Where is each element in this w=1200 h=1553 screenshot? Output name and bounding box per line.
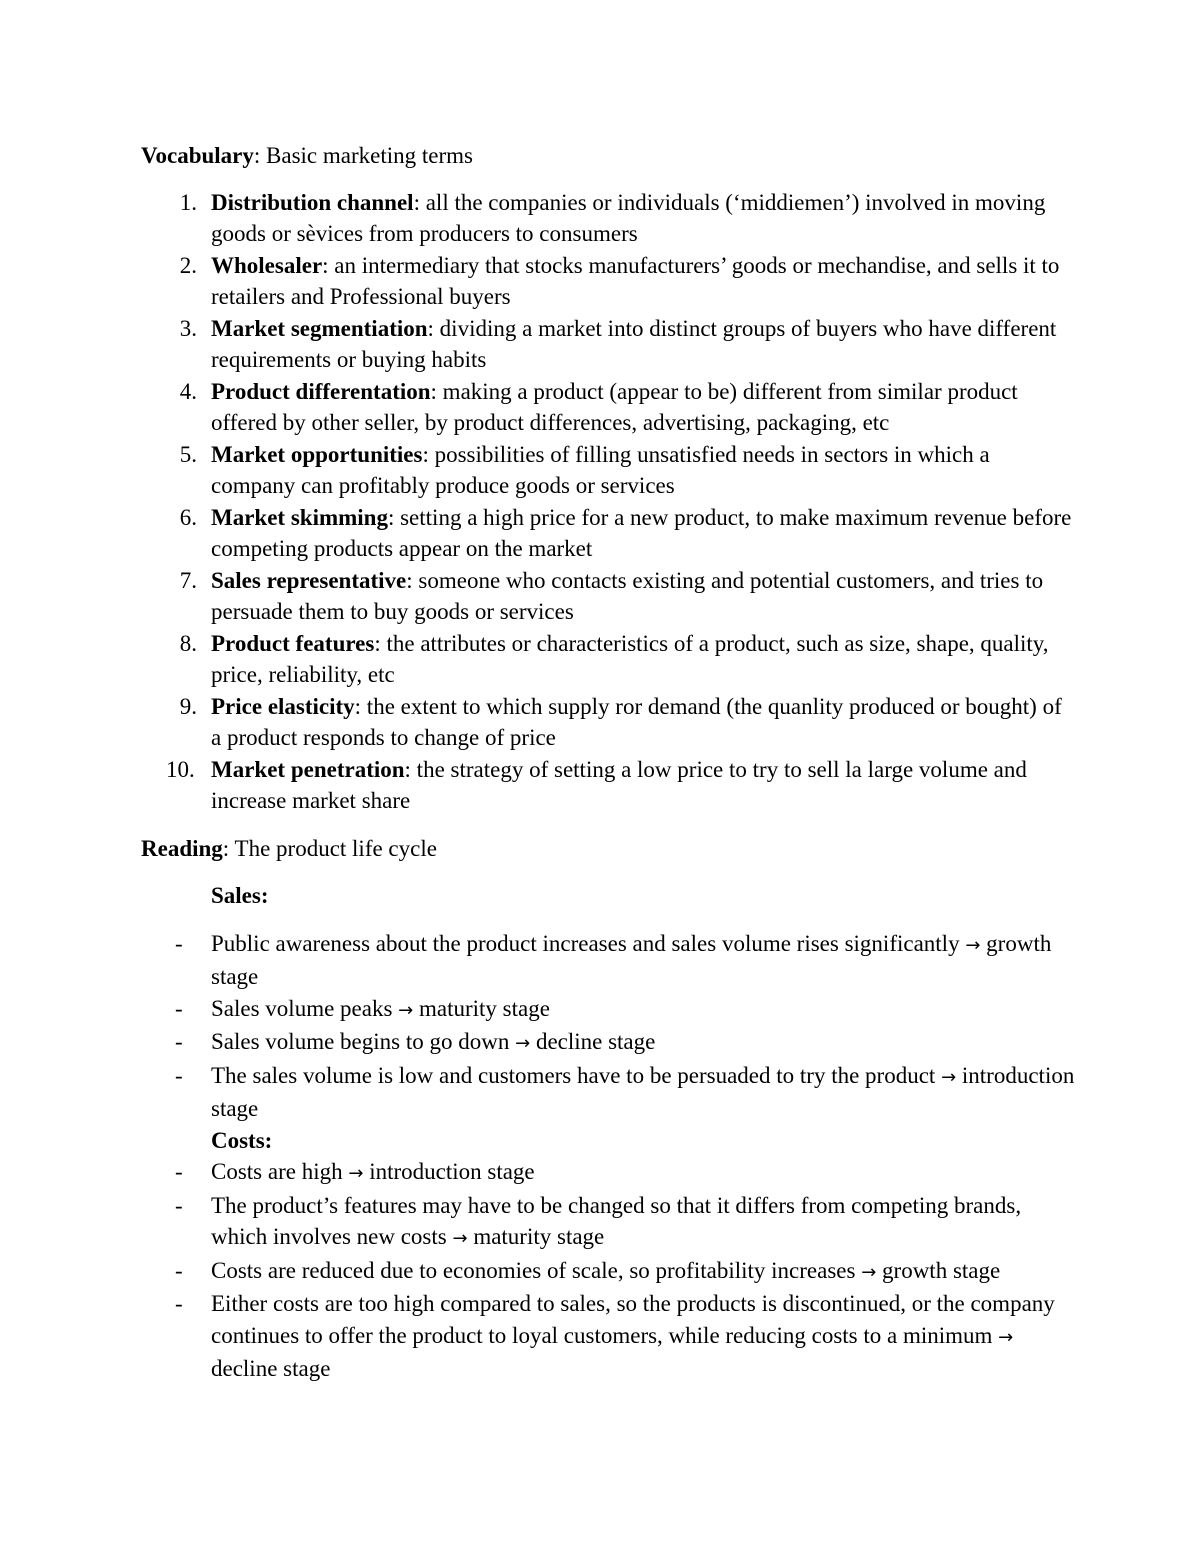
item-term: Market opportunities	[211, 441, 423, 467]
item-number: 1.	[179, 189, 197, 215]
list-item	[141, 376, 1076, 439]
dash-bullet: -	[175, 1062, 183, 1088]
item-definition: : the extent to which supply ror demand (the quanlity produced or bought) of a product responds to change of price	[211, 693, 1062, 750]
bullet-text: Public awareness about the product increases and sales volume rises significantly	[211, 930, 966, 956]
arrow-right-icon: →	[515, 1033, 531, 1054]
dash-bullet: -	[175, 995, 183, 1021]
arrow-right-icon: →	[398, 999, 414, 1021]
reading-label: Reading	[141, 835, 223, 861]
item-term: Market segmentiation	[211, 315, 428, 341]
arrow-right-icon: →	[348, 1163, 364, 1184]
list-item	[141, 439, 1076, 502]
item-term: Product features	[211, 630, 375, 656]
item-number: 8.	[179, 630, 197, 656]
list-item	[141, 1060, 1076, 1125]
list-item	[141, 1255, 1076, 1289]
item-term: Sales representative	[211, 567, 407, 593]
vocabulary-heading	[141, 140, 1076, 172]
list-item	[141, 1026, 1076, 1060]
bullet-text: Sales volume begins to go down	[211, 1029, 516, 1054]
dash-bullet: -	[175, 1291, 183, 1316]
bullet-stage: decline stage	[211, 1356, 331, 1381]
arrow-right-icon: →	[941, 1066, 957, 1088]
item-number: 10.	[166, 756, 195, 782]
item-term: Market penetration	[211, 756, 405, 782]
arrow-right-icon: →	[965, 934, 981, 956]
bullet-text: The sales volume is low and customers have to be persuaded to try the product	[211, 1062, 942, 1088]
costs-heading: Costs:	[211, 1127, 273, 1153]
list-item	[141, 1156, 1076, 1190]
costs-list	[141, 1156, 1076, 1385]
list-item	[141, 502, 1076, 565]
item-number: 5.	[179, 441, 197, 467]
reading-heading	[141, 833, 1076, 865]
item-definition: : making a product (appear to be) different from similar product offered by other seller, by product differences, advertising, packaging, etc	[211, 378, 1018, 435]
bullet-stage: growth stage	[876, 1257, 1001, 1283]
arrow-right-icon: →	[861, 1261, 877, 1283]
bullet-stage: introduction stage	[211, 1062, 1075, 1121]
list-item	[141, 187, 1076, 250]
bullet-text: Costs are high	[211, 1159, 349, 1184]
arrow-right-icon: →	[998, 1326, 1014, 1348]
vocabulary-title: : Basic marketing terms	[253, 143, 473, 168]
item-number: 9.	[179, 693, 197, 719]
item-definition: : possibilities of filling unsatisfied needs in sectors in which a company can profitably produce goods or services	[211, 441, 990, 498]
item-number: 3.	[179, 315, 197, 341]
list-item	[141, 313, 1076, 376]
item-definition: : all the companies or individuals (‘middiemen’) involved in moving goods or sèvices from producers to consumers	[211, 189, 1046, 246]
vocabulary-list	[141, 187, 1076, 817]
bullet-text: Sales volume peaks	[211, 995, 399, 1021]
list-item	[141, 565, 1076, 628]
item-number: 7.	[179, 567, 197, 593]
sales-heading: Sales:	[211, 883, 269, 908]
bullet-stage: maturity stage	[413, 995, 550, 1021]
item-definition: : setting a high price for a new product, to make maximum revenue before competing products appear on the market	[211, 504, 1072, 561]
item-definition: : an intermediary that stocks manufacturers’ goods or mechandise, and sells it to retailers and Professional buyers	[211, 252, 1060, 309]
document-page	[141, 140, 1076, 1385]
item-term: Wholesaler	[211, 252, 323, 278]
item-number: 6.	[179, 504, 197, 530]
dash-bullet: -	[175, 1257, 183, 1283]
bullet-text: Costs are reduced due to economies of scale, so profitability increases	[211, 1257, 862, 1283]
list-item	[141, 754, 1076, 817]
list-item	[141, 993, 1076, 1027]
list-item	[141, 691, 1076, 754]
item-term: Distribution channel	[211, 189, 414, 215]
bullet-stage: maturity stage	[467, 1224, 605, 1249]
list-item	[141, 928, 1076, 993]
sales-list	[141, 928, 1076, 1125]
list-item	[141, 1288, 1076, 1385]
bullet-text: Either costs are too high compared to sales, so the products is discontinued, or the company continues to offer the product to loyal customers, while reducing costs to a minimum	[211, 1291, 1055, 1348]
list-item	[141, 628, 1076, 691]
bullet-stage: decline stage	[530, 1029, 656, 1054]
item-definition: : someone who contacts existing and potential customers, and tries to persuade them to buy goods or services	[211, 567, 1044, 624]
item-term: Product differentation	[211, 378, 431, 404]
dash-bullet: -	[175, 1159, 183, 1184]
item-number: 4.	[179, 378, 197, 404]
dash-bullet: -	[175, 1192, 183, 1218]
dash-bullet: -	[175, 930, 183, 956]
arrow-right-icon: →	[452, 1228, 468, 1249]
dash-bullet: -	[175, 1029, 183, 1054]
item-definition: : the strategy of setting a low price to try to sell la large volume and increase market share	[211, 756, 1027, 813]
reading-title: : The product life cycle	[222, 835, 437, 861]
item-definition: : dividing a market into distinct groups of buyers who have different requirements or buying habits	[211, 315, 1057, 372]
item-term: Market skimming	[211, 504, 388, 530]
list-item	[141, 1190, 1076, 1255]
bullet-text: The product’s features may have to be changed so that it differs from competing brands, which involves new costs	[211, 1192, 1022, 1249]
item-definition: : the attributes or characteristics of a product, such as size, shape, quality, price, reliability, etc	[211, 630, 1049, 687]
list-item	[141, 250, 1076, 313]
bullet-stage: growth stage	[211, 930, 1052, 989]
bullet-stage: introduction stage	[363, 1159, 535, 1184]
vocabulary-label: Vocabulary	[141, 143, 254, 168]
item-number: 2.	[179, 252, 197, 278]
item-term: Price elasticity	[211, 693, 355, 719]
